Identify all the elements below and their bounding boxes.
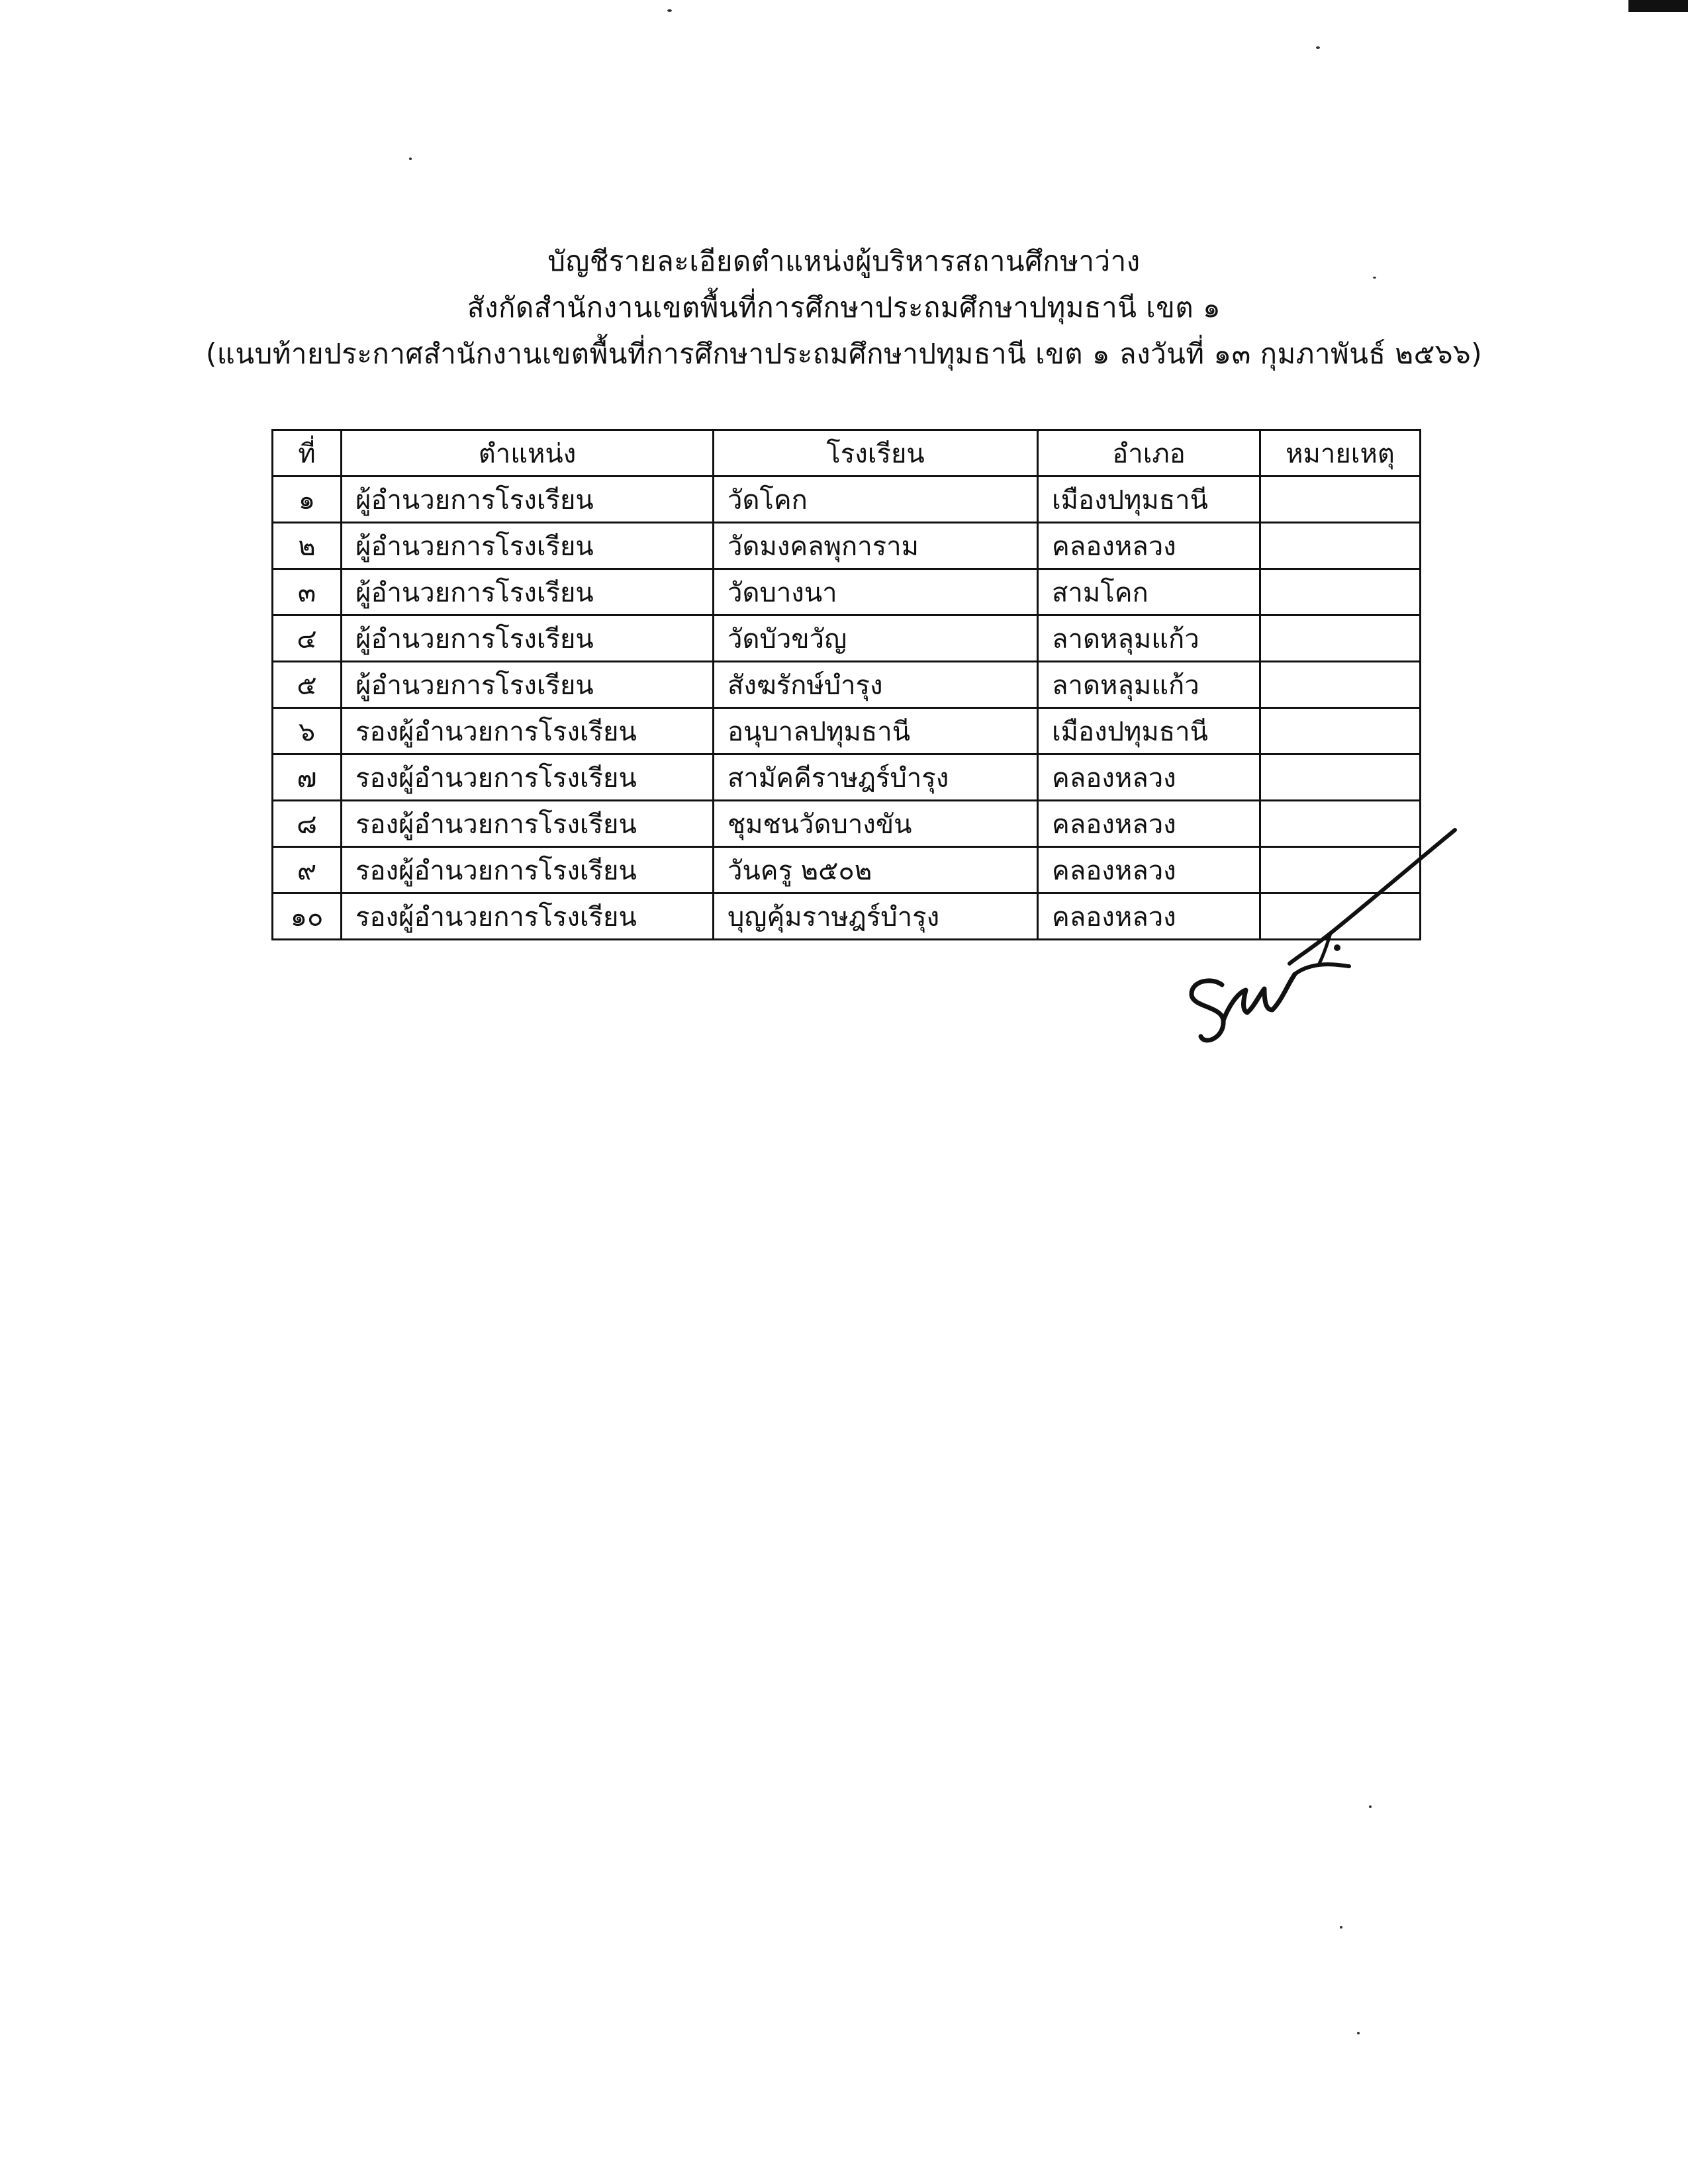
heading-annex-note: (แนบท้ายประกาศสำนักงานเขตพื้นที่การศึกษาประถมศึกษาปทุมธานี เขต ๑ ลงวันที่ ๑๓ กุมภาพันธ์ ๒๕๖๖) <box>205 338 1483 370</box>
cell-district: เมืองปทุมธานี <box>1038 708 1260 754</box>
cell-district: ลาดหลุมแก้ว <box>1038 662 1260 708</box>
cell-position: ผู้อำนวยการโรงเรียน <box>342 662 714 708</box>
cell-no: ๑ <box>273 477 342 523</box>
cell-school: บุญคุ้มราษฎร์บำรุง <box>714 893 1038 940</box>
cell-district: คลองหลวง <box>1038 523 1260 569</box>
cell-note <box>1260 662 1421 708</box>
table-row <box>273 662 1421 708</box>
cell-district: คลองหลวง <box>1038 847 1260 893</box>
header-school: โรงเรียน <box>714 430 1038 477</box>
cell-note <box>1260 615 1421 662</box>
table-row <box>273 615 1421 662</box>
header-no: ที่ <box>273 430 342 477</box>
cell-school: อนุบาลปทุมธานี <box>714 708 1038 754</box>
scan-speck <box>409 158 412 160</box>
scan-speck <box>1340 1926 1342 1929</box>
scan-speck <box>1369 1805 1372 1808</box>
scan-speck <box>1316 46 1320 49</box>
cell-district: ลาดหลุมแก้ว <box>1038 615 1260 662</box>
cell-note <box>1260 754 1421 801</box>
cell-note <box>1260 477 1421 523</box>
signature-dot <box>1334 944 1340 951</box>
cell-note <box>1260 708 1421 754</box>
cell-no: ๔ <box>273 615 342 662</box>
cell-note <box>1260 523 1421 569</box>
cell-position: ผู้อำนวยการโรงเรียน <box>342 569 714 615</box>
cell-no: ๘ <box>273 801 342 847</box>
scan-corner-mark <box>1628 0 1688 12</box>
cell-district: คลองหลวง <box>1038 754 1260 801</box>
cell-position: ผู้อำนวยการโรงเรียน <box>342 615 714 662</box>
cell-position: รองผู้อำนวยการโรงเรียน <box>342 754 714 801</box>
cell-district: คลองหลวง <box>1038 801 1260 847</box>
cell-school: ชุมชนวัดบางขัน <box>714 801 1038 847</box>
scan-speck <box>1357 2032 1360 2034</box>
cell-position: รองผู้อำนวยการโรงเรียน <box>342 893 714 940</box>
table-row <box>273 569 1421 615</box>
cell-no: ๑๐ <box>273 893 342 940</box>
header-district: อำเภอ <box>1038 430 1260 477</box>
cell-school: วันครู ๒๕๐๒ <box>714 847 1038 893</box>
cell-school: วัดโคก <box>714 477 1038 523</box>
table-row <box>273 477 1421 523</box>
table-row <box>273 523 1421 569</box>
cell-note <box>1260 569 1421 615</box>
heading-affiliation: สังกัดสำนักงานเขตพื้นที่การศึกษาประถมศึกษาปทุมธานี เขต ๑ <box>467 291 1221 324</box>
cell-position: ผู้อำนวยการโรงเรียน <box>342 477 714 523</box>
cell-position: รองผู้อำนวยการโรงเรียน <box>342 847 714 893</box>
cell-no: ๓ <box>273 569 342 615</box>
cell-district: เมืองปทุมธานี <box>1038 477 1260 523</box>
cell-school: สังฆรักษ์บำรุง <box>714 662 1038 708</box>
cell-no: ๒ <box>273 523 342 569</box>
table-row <box>273 754 1421 801</box>
document-heading <box>0 242 1688 373</box>
handwritten-signature-icon <box>1165 827 1476 1066</box>
header-note: หมายเหตุ <box>1260 430 1421 477</box>
cell-district: สามโคก <box>1038 569 1260 615</box>
cell-no: ๕ <box>273 662 342 708</box>
cell-no: ๙ <box>273 847 342 893</box>
scan-speck <box>667 9 672 12</box>
table-row <box>273 708 1421 754</box>
cell-position: รองผู้อำนวยการโรงเรียน <box>342 708 714 754</box>
header-position: ตำแหน่ง <box>342 430 714 477</box>
table-header-row <box>273 430 1421 477</box>
cell-school: วัดบางนา <box>714 569 1038 615</box>
cell-no: ๗ <box>273 754 342 801</box>
heading-title: บัญชีรายละเอียดตำแหน่งผู้บริหารสถานศึกษาว่าง <box>547 245 1141 277</box>
cell-district: คลองหลวง <box>1038 893 1260 940</box>
cell-school: วัดมงคลพุการาม <box>714 523 1038 569</box>
cell-position: รองผู้อำนวยการโรงเรียน <box>342 801 714 847</box>
cell-school: สามัคคีราษฎร์บำรุง <box>714 754 1038 801</box>
cell-no: ๖ <box>273 708 342 754</box>
cell-school: วัดบัวขวัญ <box>714 615 1038 662</box>
cell-position: ผู้อำนวยการโรงเรียน <box>342 523 714 569</box>
